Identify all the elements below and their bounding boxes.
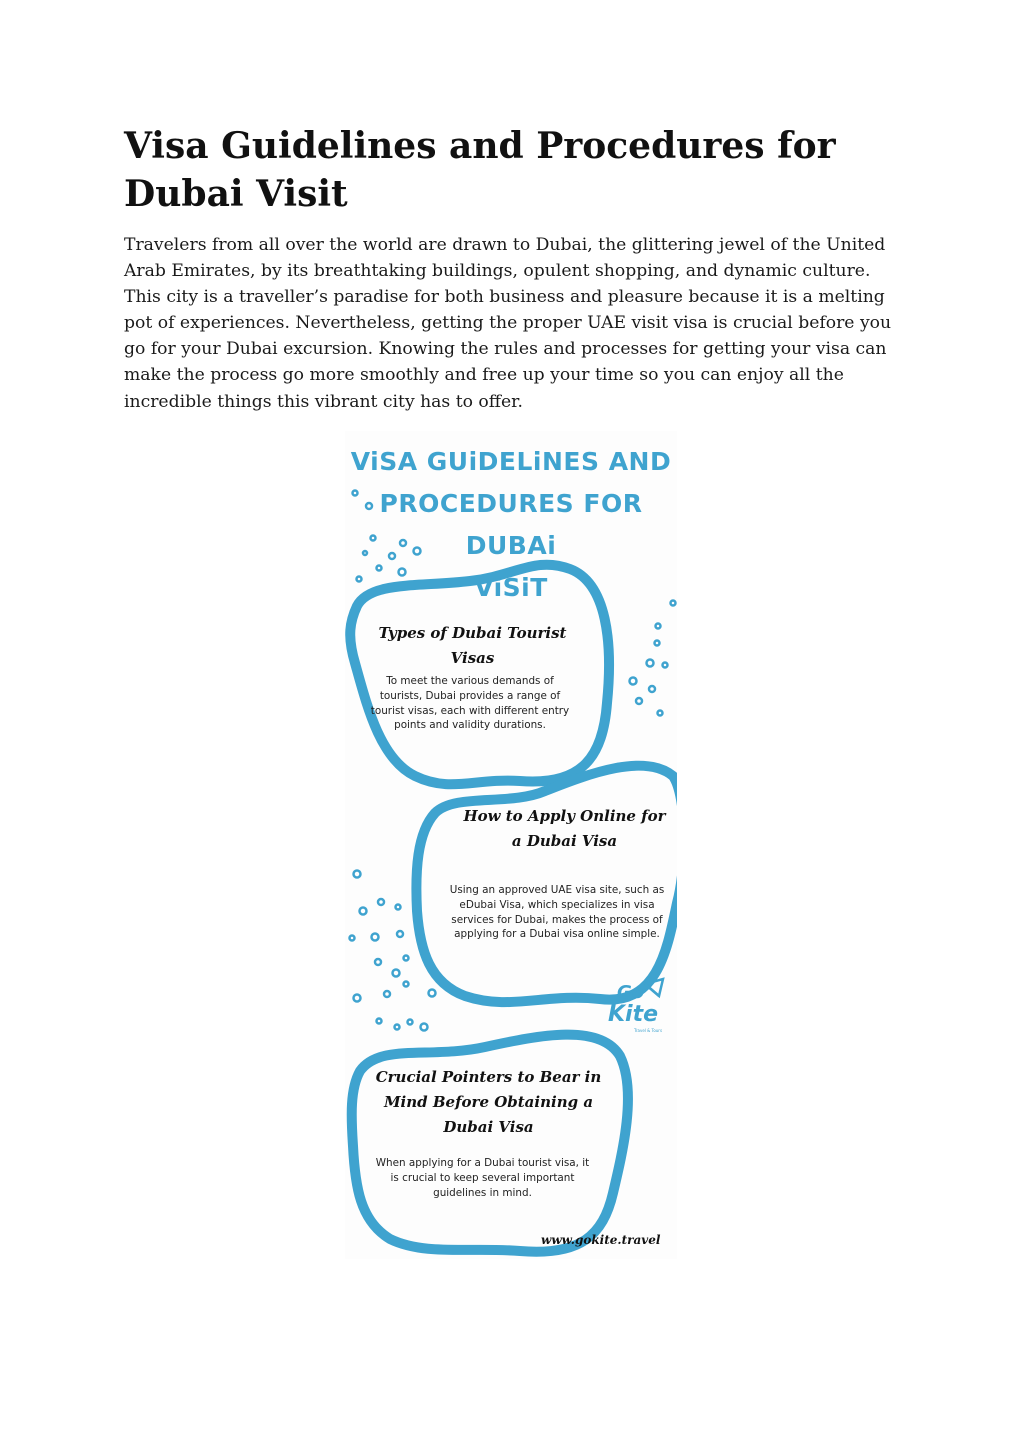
infographic-title — [345, 441, 677, 609]
section-body-pointers: When applying for a Dubai tourist visa, it is crucial to keep several important guidelines in mind. — [375, 1157, 590, 1199]
section-body-apply-online: Using an approved UAE visa site, such as eDubai Visa, which specializes in visa services for Dubai, makes the process of applying for a Dubai visa online simple. — [449, 884, 665, 941]
section-heading-pointers: Crucial Pointers to Bear in Mind Before Obtaining a Dubai Visa — [375, 1068, 602, 1136]
gokite-logo-go: Go — [617, 982, 645, 1003]
gokite-logo-tagline: Travel & Tours — [634, 1028, 663, 1033]
section-heading-visa-types: Types of Dubai Tourist Visas — [378, 624, 567, 667]
intro-paragraph: Travelers from all over the world are drawn to Dubai, the glittering jewel of the United Arab Emirates, by its breathtaking buildings, opulent shopping, and dynamic culture. This city is a traveller’s paradise for both business and pleasure because it is a melting pot of experiences. Nevertheless, getting the proper UAE visit visa is crucial before you go for your Dubai excursion. Knowing the rules and processes for getting your visa can make the process go more smoothly and free up your time so you can enjoy all the incredible things this vibrant city has to offer. — [124, 235, 892, 412]
section-body-visa-types: To meet the various demands of tourists, Dubai provides a range of tourist visas, each with different entry points and validity durations. — [370, 675, 570, 732]
infographic-image — [345, 431, 677, 1259]
infographic-website: www.gokite.travel — [541, 1233, 661, 1247]
gokite-logo-kite: Kite — [608, 1002, 659, 1027]
infographic-title-line: ViSA GUiDELiNES AND — [350, 447, 672, 476]
infographic-title-line: ViSiT — [474, 573, 548, 602]
section-heading-apply-online: How to Apply Online for a Dubai Visa — [463, 807, 666, 850]
page-title: Visa Guidelines and Procedures for Dubai Visit — [124, 125, 836, 215]
infographic-title-line: PROCEDURES FOR DUBAi — [379, 489, 643, 560]
